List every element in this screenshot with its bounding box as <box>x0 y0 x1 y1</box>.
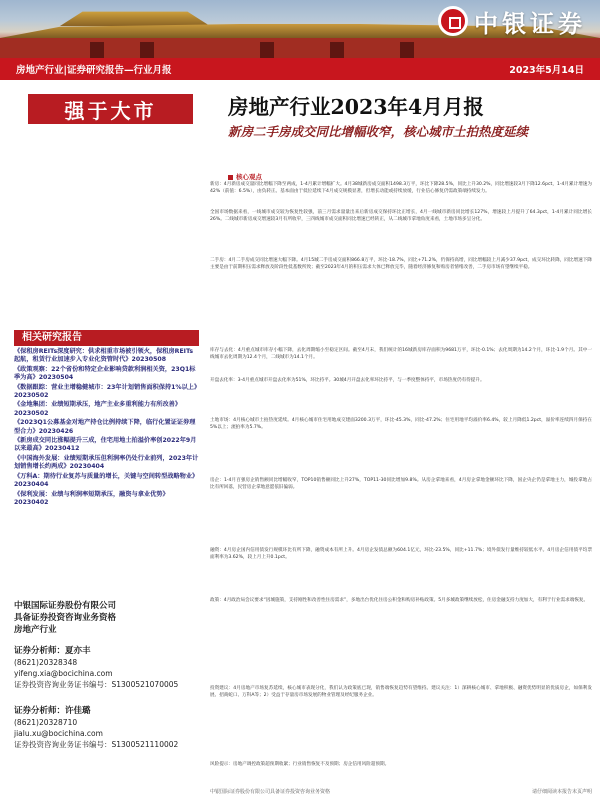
footer-right: 请仔细阅读本报告末页声明 <box>531 789 592 795</box>
analyst-cert: 证券投资咨询业务证书编号：S1300521110002 <box>14 740 179 749</box>
paragraph-risk: 风险提示：房地产调控政策超预期收紧；行业销售恢复不及预期；房企信用风险超预期。 <box>210 762 390 767</box>
analyst-block-2 <box>14 706 199 750</box>
header-banner <box>0 0 600 58</box>
analyst-name: 证券分析师：许佳璐 <box>14 706 91 716</box>
paragraph-city-tiers: 全国市场数据来看，一线城市成交较为恢复性较强，前三月需求量量出来后新房成交保持环比正增长，4月一线城市新房同比增长127%，增速较上月提升了64.3pct，1-4月累计同比增长26%。二线城市新房成交增速较3月有所收窄，三四线城市成交面积同比增速已经转正，从二线城市拿地角度来看，土地市场多呈分化。 <box>210 210 592 222</box>
page-subtitle: 新房二手房成交同比增幅收窄，核心城市土拍热度延续 <box>228 124 529 139</box>
analyst-email[interactable]: yifeng.xia@bocichina.com <box>14 669 113 678</box>
paragraph-land-market: 土地市场：4月核心城市土拍热度延续。4月核心城市住宅用地成交建面3200.3万平，环比-45.3%，同比-47.2%；住宅用地平均溢价率6.4%，较上月降低1.2pct，溢价率连续四月保持在5%以上；流拍率为5.7%。 <box>210 418 592 430</box>
paragraph-developers: 房企：1-4月百强房企销售额同比增幅收窄，TOP10销售额同比上升27%，TOP11-30同比增加9.8%。从房企拿地来看，4月房企拿地金额环比下降，国企央企仍是拿地主力，城投拿地占比有所回落，民营房企拿地意愿依旧偏弱。 <box>210 478 592 490</box>
rating-badge: 强于大市 <box>28 94 193 124</box>
related-report-link[interactable]: 《中国海外发展：业绩短期承压但利润率仍处行业前列，2023年计划销售增长约两成》20230404 <box>14 454 199 471</box>
brand-name: 中银证券 <box>474 8 586 38</box>
related-report-link[interactable]: 《数据跟踪：营业主增稳健城市：23年计划销售面积保持1%以上》20230502 <box>14 383 198 400</box>
related-reports-title: 相关研究报告 <box>14 330 199 346</box>
paragraph-financing: 融资：4月房企国内信用债发行规模环比有所下降，融资成本有所上升。4月房企发债总额为604.1亿元，环比-23.5%，同比+11.7%；境外债发行量维持较低水平。4月房企信用债平均票面利率为3.62%，较上月上升0.1pct。 <box>210 548 592 560</box>
company-info: 中银国际证券股份有限公司 具备证券投资咨询业务资格 房地产行业 <box>14 601 117 635</box>
related-report-link[interactable]: 《保利发展：业绩与利润率短期承压，融资与拿业优势》20230402 <box>14 490 169 506</box>
paragraph-new-home: 新房：4月新房成交量同比增幅下降至两成，1-4月累计增幅扩大。4月38城新房成交面积1498.3万平，环比下降28.5%，同比上升30.2%，同比增速较3月下降12.6pct，1-4月累计增速为42%（前值：6.5%），由负转正。基本面由于低位延续下4月成交规模显著，但增长动能或持续放缓，行业信心修复仍需政策端持续发力。 <box>210 182 592 194</box>
related-report-link[interactable]: 《2023Q1公募基金对地产持仓比例持续下降，临行化置证证券理型合力》20230426 <box>14 419 196 435</box>
palace-wall-image <box>0 38 600 58</box>
report-category-bar <box>0 58 600 80</box>
page-footer <box>210 788 592 795</box>
analyst-cert: 证券投资咨询业务证书编号：S1300521070005 <box>14 680 179 689</box>
bank-logo-icon <box>438 6 468 36</box>
analyst-phone: (8621)20328710 <box>14 718 78 727</box>
paragraph-policy: 政策：4月政治局会议要求“因城施策，支持刚性和改善性住房需求”，多地出台优化住房公积金和购房补贴政策。5月多城政策继续放松，住房金融支持力度加大，有利于行业需求端恢复。 <box>210 598 589 603</box>
related-reports-list <box>14 348 199 508</box>
paragraph-investment-advice: 投资建议：4月房地产市场复苏延续，核心城市表现分化，我们认为政策底已现，销售端恢复趋势有望维持。建议关注：1）深耕核心城市、拿地积极、融资优势明显的优质房企，如保利发展、招商蛇口、万科A等；2）受益于存量房市场发展的物业管理及经纪服务企业。 <box>210 686 592 698</box>
paragraph-inventory: 库存与去化：4月重点城市库存小幅下降，去化周期缩小至稳定区间。截至4月末，我们统计的16城新房库存面积为9681万平，环比-0.1%；去化周期为14.2个月，环比-1.9个月。其中一线城市去化周期为12.4个月，二线城市为14.1个月。 <box>210 348 592 360</box>
related-report-link[interactable]: 《金地集团：业绩短期承压，地产主业多重利能力有所改善》20230502 <box>14 401 182 417</box>
paragraph-second-hand: 二手房：4月二手房成交同比增速大幅下降。4月15城二手房成交面积866.8万平，环比-18.7%，同比+71.2%，仍保持高增，同比增幅较上月减少37.9pct，成交环比转降，同比增速下降主要是由于前期积压需求释放及阶段性低基数所致；截至2023年4月的积压需求大体已释放完毕，随着经济修复和购房者情绪改善，二手房市场有望继续平稳。 <box>210 258 592 270</box>
palace-roof-image <box>60 10 210 26</box>
related-report-link[interactable]: 《万科A：期待行业复苏与质量的增长，关键与空间转型战略物业》20230404 <box>14 472 199 489</box>
analyst-name: 证券分析师：夏亦丰 <box>14 646 91 656</box>
analyst-email[interactable]: jialu.xu@bocichina.com <box>14 729 103 738</box>
analyst-phone: (8621)20328348 <box>14 658 78 667</box>
paragraph-opening-rate: 开盘去化率：3-4月重点城市开盘去化率为51%，环比持平。30城4月开盘去化率环比持平，与一季度整体持平，市场热度仍有待提升。 <box>210 378 485 383</box>
footer-left: 中银国际证券股份有限公司具备证券投资咨询业务资格 <box>210 789 331 795</box>
related-report-link[interactable]: 《政策观察：22个省份和特定企业影响贷款利润相关资，23Q1标季为高》20230504 <box>14 365 196 382</box>
analyst-block-1 <box>14 646 199 690</box>
breadcrumb: 房地产行业|证券研究报告—行业月报 <box>16 65 172 76</box>
related-report-link[interactable]: 《新房成交同比涨幅提升三成，住宅用地土拍溢价率创2022年9月以来最高》20230412 <box>14 437 197 453</box>
related-report-link[interactable]: 《保租房REITs深度研究：供求相重市场被引领火，保租房REITs起航，租赁行业加速步入专业化资管时代》20230508 <box>14 348 194 364</box>
core-heading: 核心观点 <box>228 172 262 181</box>
report-date: 2023年5月14日 <box>509 65 584 76</box>
brand-logo <box>438 4 586 38</box>
page-title: 房地产行业2023年4月月报 <box>228 95 484 119</box>
